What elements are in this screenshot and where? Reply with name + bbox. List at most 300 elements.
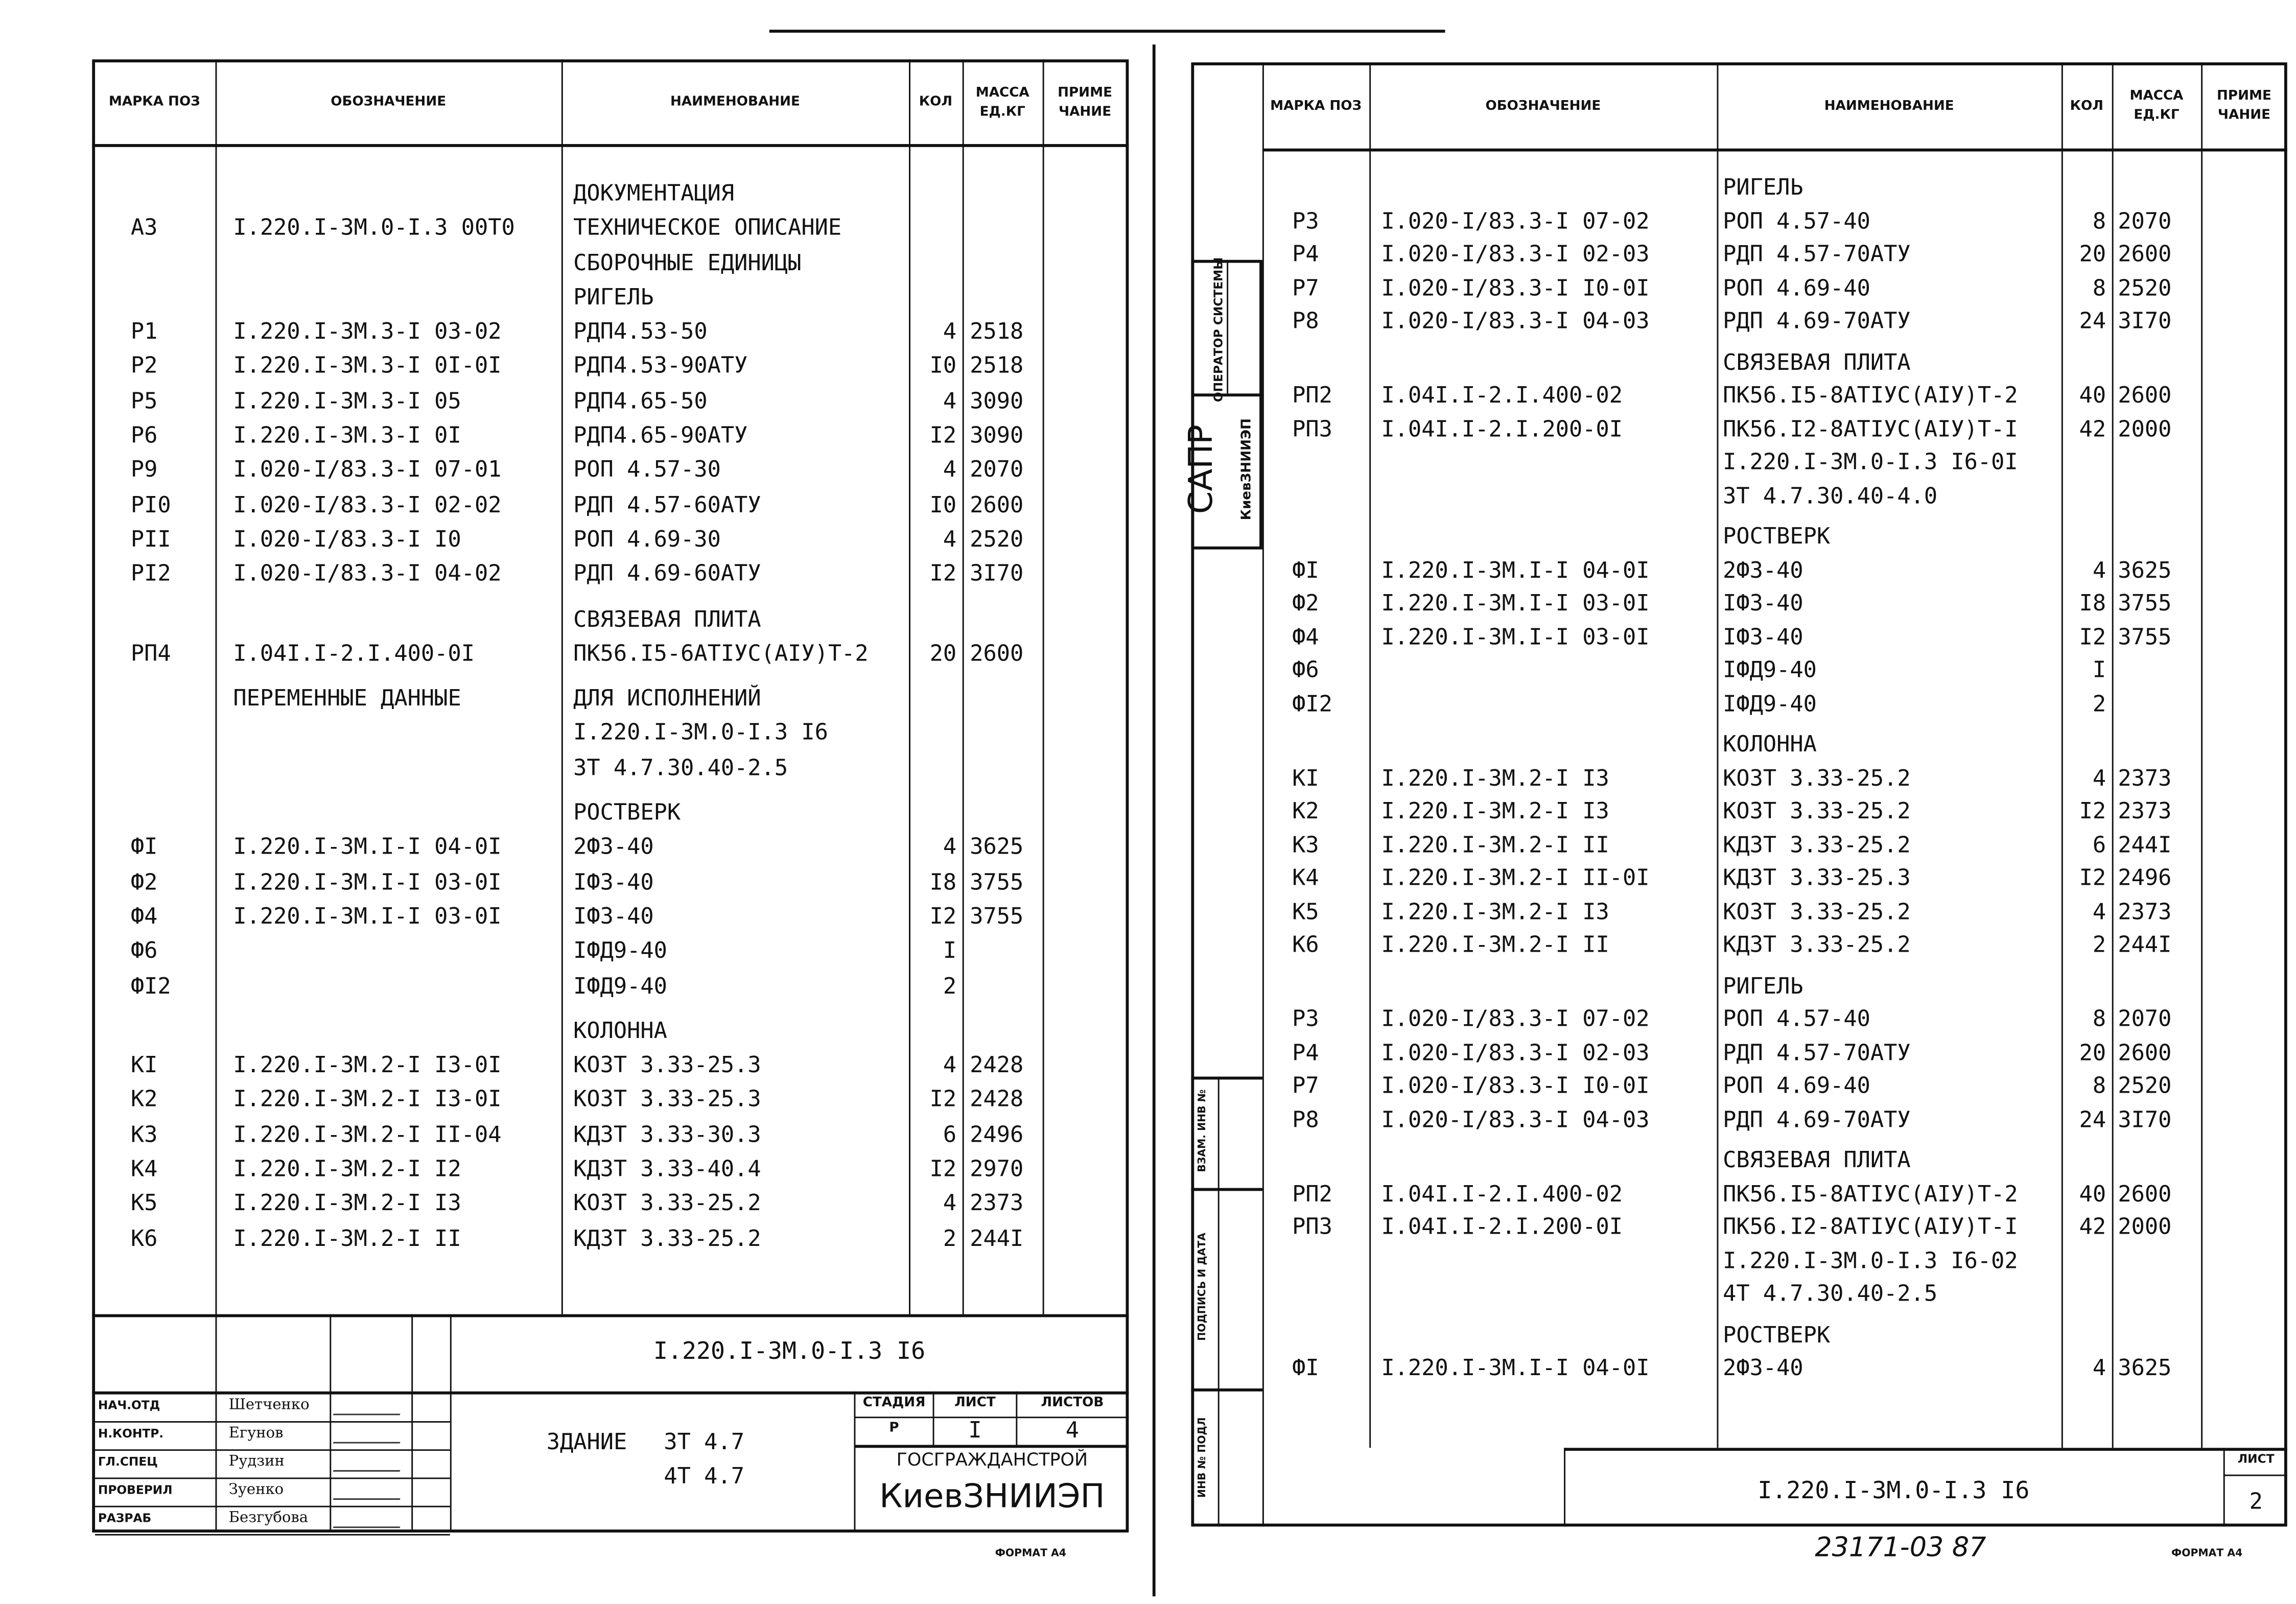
table-row bbox=[1262, 1280, 2287, 1313]
cell-mark: КI bbox=[1292, 764, 1319, 791]
replaced-inv-label: ВЗАМ. ИНВ № bbox=[1196, 1089, 1208, 1172]
cell-name: I.220.I-3M.0-I.3 I6-02 bbox=[1723, 1246, 2018, 1273]
cell-qty: 2 bbox=[2092, 690, 2106, 717]
cell-mark: К2 bbox=[130, 1086, 158, 1113]
section-row bbox=[1262, 1146, 2287, 1180]
cell-name: РДП4.65-90АТУ bbox=[573, 421, 748, 449]
cell-qty: 6 bbox=[2092, 831, 2106, 858]
cell-qty: I bbox=[943, 937, 957, 964]
org-name: ГОСГРАЖДАНСТРОЙ bbox=[896, 1449, 1088, 1470]
cell-mass: 2520 bbox=[970, 525, 1024, 553]
format-label: ФОРМАТ А4 bbox=[2171, 1547, 2243, 1560]
cell-qty: 2 bbox=[943, 1224, 957, 1252]
cell-name: КОЛОННА bbox=[1723, 730, 1817, 758]
cell-name: СВЯЗЕВАЯ ПЛИТА bbox=[573, 605, 761, 632]
signature bbox=[333, 1429, 405, 1444]
table-row bbox=[1262, 382, 2287, 415]
table-row bbox=[1262, 623, 2287, 656]
stamp-divider bbox=[1218, 1077, 1220, 1527]
cell-name: РДП 4.57-70АТУ bbox=[1723, 240, 1911, 268]
table-row bbox=[92, 214, 1129, 249]
cell-mass: 3625 bbox=[2118, 556, 2172, 583]
cell-name: КОЗТ 3.33-25.2 bbox=[1723, 797, 1911, 824]
table-row bbox=[1262, 1180, 2287, 1213]
table-row bbox=[1262, 1246, 2287, 1280]
footer-line bbox=[1564, 1448, 2287, 1451]
cell-designation: ПЕРЕМЕННЫЕ ДАННЫЕ bbox=[233, 685, 461, 712]
table-row bbox=[1262, 931, 2287, 964]
table-row bbox=[1262, 207, 2287, 241]
stage-value: Р bbox=[889, 1421, 899, 1436]
cell-mass: 3090 bbox=[970, 387, 1024, 414]
cell-name: ПК56.I2-8АТIУС(АIУ)Т-I bbox=[1723, 1213, 2018, 1240]
cell-qty: I2 bbox=[2079, 623, 2106, 650]
cell-designation: I.220.I-3M.2-I II bbox=[1381, 831, 1609, 858]
cell-name: ДЛЯ ИСПОЛНЕНИЙ bbox=[573, 685, 761, 712]
footer-divider bbox=[2223, 1475, 2287, 1476]
cell-mark: ФI bbox=[1292, 1354, 1319, 1381]
cell-designation: I.020-I/83.3-I 04-03 bbox=[1381, 1105, 1650, 1133]
cell-designation: I.220.I-3M.2-I II-0I bbox=[1381, 864, 1650, 891]
cell-designation: I.04I.I-2.I.400-0I bbox=[233, 640, 475, 667]
cell-qty: I0 bbox=[929, 491, 957, 518]
cell-qty: 40 bbox=[2079, 1180, 2106, 1207]
cell-mark: РI2 bbox=[130, 560, 171, 587]
cell-name: 3Т 4.7.30.40-2.5 bbox=[573, 754, 788, 781]
cell-mass: 2070 bbox=[2118, 1005, 2172, 1032]
header-note: ПРИМЕ ЧАНИЕ bbox=[1058, 86, 1112, 120]
section-row bbox=[92, 605, 1129, 640]
cell-designation: I.220.I-3M.I-I 03-0I bbox=[1381, 589, 1650, 617]
table-row bbox=[1262, 764, 2287, 797]
title-block-top bbox=[92, 1314, 1129, 1317]
cell-mass: 2600 bbox=[970, 491, 1024, 518]
table-row bbox=[1262, 241, 2287, 274]
table-row bbox=[1262, 482, 2287, 515]
cell-mark: Р7 bbox=[1292, 274, 1319, 301]
table-row bbox=[1262, 556, 2287, 589]
cell-designation: I.220.I-3M.3-I 03-02 bbox=[233, 318, 502, 345]
cell-mass: 244I bbox=[2118, 831, 2172, 858]
cell-name: КОЗТ 3.33-25.3 bbox=[573, 1051, 761, 1078]
cell-designation: I.220.I-3M.2-I I3 bbox=[1381, 898, 1609, 925]
cell-mark: Р9 bbox=[130, 456, 158, 483]
signer-name: Шетченко bbox=[228, 1397, 310, 1414]
signer-role: Н.КОНТР. bbox=[98, 1427, 164, 1441]
cell-name: IФД9-40 bbox=[573, 937, 667, 964]
cell-name: КДЗТ 3.33-25.3 bbox=[1723, 864, 1911, 891]
signer-row bbox=[95, 1395, 450, 1423]
cell-name: КДЗТ 3.33-30.3 bbox=[573, 1120, 761, 1148]
cell-mark: Р3 bbox=[1292, 1005, 1319, 1032]
signature bbox=[333, 1400, 405, 1415]
cell-qty: 4 bbox=[2092, 1354, 2106, 1381]
cell-name: IФ3-40 bbox=[573, 868, 654, 895]
cell-mass: 3I70 bbox=[2118, 1105, 2172, 1133]
cell-qty: 4 bbox=[2092, 764, 2106, 791]
cell-mass: 3625 bbox=[970, 833, 1024, 861]
cell-mark: Р6 bbox=[130, 421, 158, 449]
footer-sheet-number: 2 bbox=[2249, 1488, 2263, 1515]
left-spec-table bbox=[92, 169, 1129, 1259]
cell-qty: 24 bbox=[2079, 1105, 2106, 1133]
cell-name: РДП4.53-90АТУ bbox=[573, 352, 748, 380]
cell-name: РОП 4.57-30 bbox=[573, 456, 721, 483]
table-row bbox=[1262, 690, 2287, 723]
signer-name: Егунов bbox=[228, 1425, 284, 1442]
cell-qty: 40 bbox=[2079, 382, 2106, 409]
cell-mark: К4 bbox=[1292, 864, 1319, 891]
cell-designation: I.220.I-3M.2-I I3-0I bbox=[233, 1086, 502, 1113]
cell-mark: К6 bbox=[130, 1224, 158, 1252]
cell-designation: I.220.I-3M.3-I 0I-0I bbox=[233, 352, 502, 380]
signer-role: РАЗРАБ bbox=[98, 1512, 152, 1525]
signer-role: НАЧ.ОТД bbox=[98, 1399, 160, 1412]
section-row bbox=[1262, 348, 2287, 382]
table-row bbox=[1262, 415, 2287, 449]
cell-mark: РП3 bbox=[1292, 415, 1332, 442]
cell-mass: 2428 bbox=[970, 1086, 1024, 1113]
tb-divider bbox=[854, 1391, 856, 1532]
cell-mass: 2373 bbox=[2118, 898, 2172, 925]
cell-mark: ФI bbox=[130, 833, 158, 861]
cell-mark: К3 bbox=[1292, 831, 1319, 858]
cell-qty: I0 bbox=[929, 352, 957, 380]
header-qty: КОЛ bbox=[2070, 99, 2103, 114]
cell-designation: I.020-I/83.3-I I0-0I bbox=[1381, 274, 1650, 301]
cell-name: РДП4.53-50 bbox=[573, 318, 708, 345]
header-mass: МАССА ЕД.КГ bbox=[2129, 89, 2184, 124]
cell-designation: I.220.I-3M.2-I I3 bbox=[233, 1190, 461, 1217]
table-row bbox=[92, 868, 1129, 903]
table-row bbox=[92, 1190, 1129, 1224]
stage-label: СТАДИЯ bbox=[862, 1396, 926, 1411]
section-row bbox=[92, 180, 1129, 215]
cell-name: РДП 4.57-70АТУ bbox=[1723, 1039, 1911, 1066]
cell-name: IФД9-40 bbox=[573, 972, 667, 999]
table-row bbox=[1262, 449, 2287, 482]
cell-designation: I.220.I-3M.2-I I3 bbox=[1381, 764, 1609, 791]
header-name: НАИМЕНОВАНИЕ bbox=[670, 95, 800, 110]
cell-designation: I.220.I-3M.I-I 04-0I bbox=[1381, 1354, 1650, 1381]
cell-designation: I.220.I-3M.0-I.3 00Т0 bbox=[233, 214, 515, 241]
handwritten-number: 23171-03 87 bbox=[1815, 1532, 1986, 1564]
cell-mass: 2600 bbox=[2118, 240, 2172, 268]
cell-name: IФ3-40 bbox=[1723, 589, 1803, 617]
cell-name: КДЗТ 3.33-25.2 bbox=[573, 1224, 761, 1252]
cell-mark: РП3 bbox=[1292, 1213, 1332, 1240]
table-row bbox=[1262, 1005, 2287, 1039]
cell-designation: I.220.I-3M.I-I 03-0I bbox=[1381, 623, 1650, 650]
header-qty: КОЛ bbox=[919, 95, 953, 110]
cell-qty: 4 bbox=[2092, 898, 2106, 925]
cell-qty: 4 bbox=[943, 1190, 957, 1217]
cell-name: IФД9-40 bbox=[1723, 656, 1817, 683]
footer-sheet-label: ЛИСТ bbox=[2237, 1452, 2275, 1466]
cell-mark: Ф6 bbox=[1292, 656, 1319, 683]
table-row bbox=[92, 352, 1129, 387]
sheet-label: ЛИСТ bbox=[954, 1396, 996, 1411]
cell-mark: Р4 bbox=[1292, 1039, 1319, 1066]
table-row bbox=[92, 937, 1129, 972]
section-row bbox=[1262, 972, 2287, 1005]
table-row bbox=[1262, 589, 2287, 623]
signer-name: Зуенко bbox=[228, 1482, 284, 1499]
cell-qty: I2 bbox=[929, 421, 957, 449]
cell-mark: Ф4 bbox=[130, 903, 158, 930]
cell-qty: I2 bbox=[929, 903, 957, 930]
format-label: ФОРМАТ А4 bbox=[995, 1547, 1066, 1560]
header-note: ПРИМЕ ЧАНИЕ bbox=[2217, 89, 2271, 124]
cell-mass: 2970 bbox=[970, 1155, 1024, 1183]
cell-name: КОЗТ 3.33-25.2 bbox=[1723, 898, 1911, 925]
table-row bbox=[92, 387, 1129, 422]
cell-qty: I2 bbox=[2079, 864, 2106, 891]
signer-role: ПРОВЕРИЛ bbox=[98, 1483, 173, 1497]
cell-name: ПК56.I5-8АТIУС(АIУ)Т-2 bbox=[1723, 382, 2018, 409]
header-designation: ОБОЗНАЧЕНИЕ bbox=[1485, 99, 1601, 114]
table-row bbox=[1262, 864, 2287, 898]
cell-mark: РП4 bbox=[130, 640, 171, 667]
cell-mark: ФI2 bbox=[1292, 690, 1332, 717]
table-row bbox=[92, 1121, 1129, 1155]
cell-mark: Р8 bbox=[1292, 307, 1319, 335]
cell-designation: I.020-I/83.3-I 02-03 bbox=[1381, 240, 1650, 268]
cell-mass: 2520 bbox=[2118, 274, 2172, 301]
cell-designation: I.020-I/83.3-I I0 bbox=[233, 525, 461, 553]
cell-name: РОП 4.57-40 bbox=[1723, 207, 1870, 234]
cell-mark: ФI bbox=[1292, 556, 1319, 583]
cell-qty: 4 bbox=[943, 456, 957, 483]
cell-qty: I2 bbox=[929, 1155, 957, 1183]
cell-mark: К5 bbox=[1292, 898, 1319, 925]
cell-mass: 2518 bbox=[970, 352, 1024, 380]
cell-mass: 2373 bbox=[2118, 764, 2172, 791]
table-row bbox=[1262, 1213, 2287, 1246]
cell-mass: 2373 bbox=[2118, 797, 2172, 824]
cell-qty: 42 bbox=[2079, 1213, 2106, 1240]
cell-designation: I.220.I-3M.2-I II-04 bbox=[233, 1120, 502, 1148]
title-doc-code: I.220.I-3M.0-I.3 I6 bbox=[653, 1336, 926, 1365]
cell-qty: 20 bbox=[2079, 1039, 2106, 1066]
tb-line bbox=[854, 1445, 1129, 1448]
cell-name: РОП 4.69-40 bbox=[1723, 274, 1870, 301]
cell-mass: 3755 bbox=[970, 868, 1024, 895]
signer-name: Рудзин bbox=[228, 1453, 285, 1470]
cell-mass: 244I bbox=[970, 1224, 1024, 1252]
cell-mark: Ф6 bbox=[130, 937, 158, 964]
header-mark: МАРКА ПОЗ bbox=[1270, 99, 1362, 114]
cell-designation: I.220.I-3M.I-I 03-0I bbox=[233, 868, 502, 895]
table-row bbox=[92, 284, 1129, 318]
cell-mark: Ф4 bbox=[1292, 623, 1319, 650]
cell-qty: 8 bbox=[2092, 1005, 2106, 1032]
cell-qty: 4 bbox=[943, 1051, 957, 1078]
right-spec-table bbox=[1262, 167, 2287, 1388]
table-row bbox=[92, 318, 1129, 353]
sapr-label: САПР bbox=[1183, 424, 1221, 514]
section-row bbox=[1262, 730, 2287, 764]
cell-name: РИГЕЛЬ bbox=[1723, 972, 1803, 999]
cell-mark: Р2 bbox=[130, 352, 158, 380]
cell-qty: 2 bbox=[943, 972, 957, 999]
signature bbox=[333, 1457, 405, 1472]
cell-name: IФД9-40 bbox=[1723, 690, 1817, 717]
table-row bbox=[1262, 1354, 2287, 1387]
cell-qty: I2 bbox=[929, 1086, 957, 1113]
cell-designation: I.020-I/83.3-I 02-03 bbox=[1381, 1039, 1650, 1066]
cell-name: ПК56.I5-6АТIУС(АIУ)Т-2 bbox=[573, 640, 869, 667]
cell-mass: 2373 bbox=[970, 1190, 1024, 1217]
cell-designation: I.220.I-3M.3-I 05 bbox=[233, 387, 461, 414]
cell-name: ТЕХНИЧЕСКОЕ ОПИСАНИЕ bbox=[573, 214, 842, 241]
cell-name: ДОКУМЕНТАЦИЯ bbox=[573, 179, 735, 207]
cell-qty: 4 bbox=[943, 318, 957, 345]
cell-mass: 3755 bbox=[2118, 589, 2172, 617]
signature bbox=[333, 1485, 405, 1500]
cell-name: 2Ф3-40 bbox=[1723, 1354, 1803, 1381]
cell-qty: 24 bbox=[2079, 307, 2106, 335]
cell-name: 2Ф3-40 bbox=[573, 833, 654, 861]
table-row bbox=[1262, 308, 2287, 341]
cell-mass: 2070 bbox=[970, 456, 1024, 483]
section-row bbox=[1262, 1321, 2287, 1354]
cell-name: КОЗТ 3.33-25.2 bbox=[1723, 764, 1911, 791]
header-name: НАИМЕНОВАНИЕ bbox=[1824, 99, 1954, 114]
cell-mark: К6 bbox=[1292, 931, 1319, 958]
center-fold-line bbox=[1153, 44, 1156, 1596]
cell-name: 2Ф3-40 bbox=[1723, 556, 1803, 583]
cell-designation: I.04I.I-2.I.400-02 bbox=[1381, 382, 1623, 409]
cell-name: ПК56.I5-8АТIУС(АIУ)Т-2 bbox=[1723, 1180, 2018, 1207]
cell-qty: 42 bbox=[2079, 415, 2106, 442]
cell-mass: 2520 bbox=[2118, 1072, 2172, 1099]
sign-date-label: ПОДПИСЬ И ДАТА bbox=[1196, 1233, 1208, 1341]
cell-name: РОСТВЕРК bbox=[573, 799, 681, 826]
cell-designation: I.020-I/83.3-I 07-02 bbox=[1381, 1005, 1650, 1032]
header-divider bbox=[92, 144, 1129, 147]
table-row bbox=[92, 1224, 1129, 1259]
cell-name: ПК56.I2-8АТIУС(АIУ)Т-I bbox=[1723, 415, 2018, 442]
cell-name: РОП 4.57-40 bbox=[1723, 1005, 1870, 1032]
cell-name: IФ3-40 bbox=[573, 903, 654, 930]
cell-designation: I.020-I/83.3-I 07-01 bbox=[233, 456, 502, 483]
cell-designation: I.04I.I-2.I.400-02 bbox=[1381, 1180, 1623, 1207]
cell-name: I.220.I-3M.0-I.3 I6 bbox=[573, 719, 828, 746]
signer-row bbox=[95, 1423, 450, 1451]
cell-designation: I.020-I/83.3-I 04-02 bbox=[233, 560, 502, 587]
cell-qty: 2 bbox=[2092, 931, 2106, 958]
building-2: 4Т 4.7 bbox=[664, 1463, 744, 1490]
cell-mass: 3I70 bbox=[2118, 307, 2172, 335]
table-row bbox=[92, 1086, 1129, 1121]
table-row bbox=[92, 249, 1129, 284]
cell-name: РДП 4.69-70АТУ bbox=[1723, 307, 1911, 335]
signer-name: Безгубова bbox=[228, 1510, 309, 1527]
original-inv-label: ИНВ № ПОДЛ bbox=[1196, 1417, 1208, 1498]
cell-name: КДЗТ 3.33-25.2 bbox=[1723, 831, 1911, 858]
cell-designation: I.04I.I-2.I.200-0I bbox=[1381, 415, 1623, 442]
cell-mark: РП2 bbox=[1292, 1180, 1332, 1207]
cell-qty: I2 bbox=[2079, 797, 2106, 824]
cell-mass: 3755 bbox=[970, 903, 1024, 930]
header-designation: ОБОЗНАЧЕНИЕ bbox=[331, 95, 447, 110]
cell-name: КДЗТ 3.33-40.4 bbox=[573, 1155, 761, 1183]
cell-name: РДП 4.69-70АТУ bbox=[1723, 1105, 1911, 1133]
cell-qty: I bbox=[2092, 656, 2106, 683]
cell-name: СВЯЗЕВАЯ ПЛИТА bbox=[1723, 348, 1911, 375]
cell-mass: 3090 bbox=[970, 421, 1024, 449]
cell-name: I.220.I-3M.0-I.3 I6-0I bbox=[1723, 448, 2018, 476]
sheet-value: I bbox=[968, 1417, 982, 1444]
table-row bbox=[1262, 274, 2287, 307]
cell-name: IФ3-40 bbox=[1723, 623, 1803, 650]
cell-mark: А3 bbox=[130, 214, 158, 241]
signers-table bbox=[95, 1395, 450, 1536]
cell-name: СВЯЗЕВАЯ ПЛИТА bbox=[1723, 1146, 1911, 1173]
cell-qty: 20 bbox=[929, 640, 957, 667]
cell-name: РОП 4.69-40 bbox=[1723, 1072, 1870, 1099]
cell-designation: I.020-I/83.3-I I0-0I bbox=[1381, 1072, 1650, 1099]
cell-name: РДП4.65-50 bbox=[573, 387, 708, 414]
cell-mass: 3I70 bbox=[970, 560, 1024, 587]
cell-name: РИГЕЛЬ bbox=[573, 283, 654, 311]
sapr-institute: КиевЗНИИЭП bbox=[1240, 418, 1255, 521]
cell-mark: РII bbox=[130, 525, 171, 553]
cell-mass: 2428 bbox=[970, 1051, 1024, 1078]
cell-designation: I.020-I/83.3-I 07-02 bbox=[1381, 207, 1650, 234]
stamp-divider bbox=[1191, 1388, 1262, 1391]
cell-mass: 2496 bbox=[2118, 864, 2172, 891]
cell-qty: 8 bbox=[2092, 207, 2106, 234]
signature bbox=[333, 1513, 405, 1528]
section-row bbox=[1262, 174, 2287, 207]
cell-name: КОЗТ 3.33-25.3 bbox=[573, 1086, 761, 1113]
cell-name: 4Т 4.7.30.40-2.5 bbox=[1723, 1280, 1938, 1307]
cell-mass: 2000 bbox=[2118, 1213, 2172, 1240]
cell-mass: 3625 bbox=[2118, 1354, 2172, 1381]
cell-qty: 8 bbox=[2092, 1072, 2106, 1099]
cell-mark: Р7 bbox=[1292, 1072, 1319, 1099]
cell-mass: 2600 bbox=[970, 640, 1024, 667]
cell-mass: 2600 bbox=[2118, 1039, 2172, 1066]
sheets-value: 4 bbox=[1065, 1417, 1079, 1444]
cell-qty: 6 bbox=[943, 1120, 957, 1148]
cell-mark: К5 bbox=[130, 1190, 158, 1217]
table-row bbox=[92, 719, 1129, 754]
section-row bbox=[92, 1017, 1129, 1052]
cell-name: РИГЕЛЬ bbox=[1723, 174, 1803, 201]
table-row bbox=[92, 834, 1129, 868]
cell-designation: I.220.I-3M.I-I 04-0I bbox=[1381, 556, 1650, 583]
cell-qty: 4 bbox=[2092, 556, 2106, 583]
cell-mass: 2600 bbox=[2118, 382, 2172, 409]
institute-name: КиевЗНИИЭП bbox=[879, 1479, 1105, 1517]
cell-designation: I.220.I-3M.3-I 0I bbox=[233, 421, 461, 449]
cell-qty: 4 bbox=[943, 387, 957, 414]
cell-mass: 2518 bbox=[970, 318, 1024, 345]
section-row bbox=[92, 685, 1129, 720]
signer-row bbox=[95, 1451, 450, 1479]
cell-qty: I2 bbox=[929, 560, 957, 587]
cell-mark: Р8 bbox=[1292, 1105, 1319, 1133]
cell-designation: I.220.I-3M.2-I I3-0I bbox=[233, 1051, 502, 1078]
cell-designation: I.220.I-3M.2-I I2 bbox=[233, 1155, 461, 1183]
table-row bbox=[92, 1052, 1129, 1087]
cell-qty: 4 bbox=[943, 525, 957, 553]
cell-mark: ФI2 bbox=[130, 972, 171, 999]
cell-mark: Ф2 bbox=[1292, 589, 1319, 617]
